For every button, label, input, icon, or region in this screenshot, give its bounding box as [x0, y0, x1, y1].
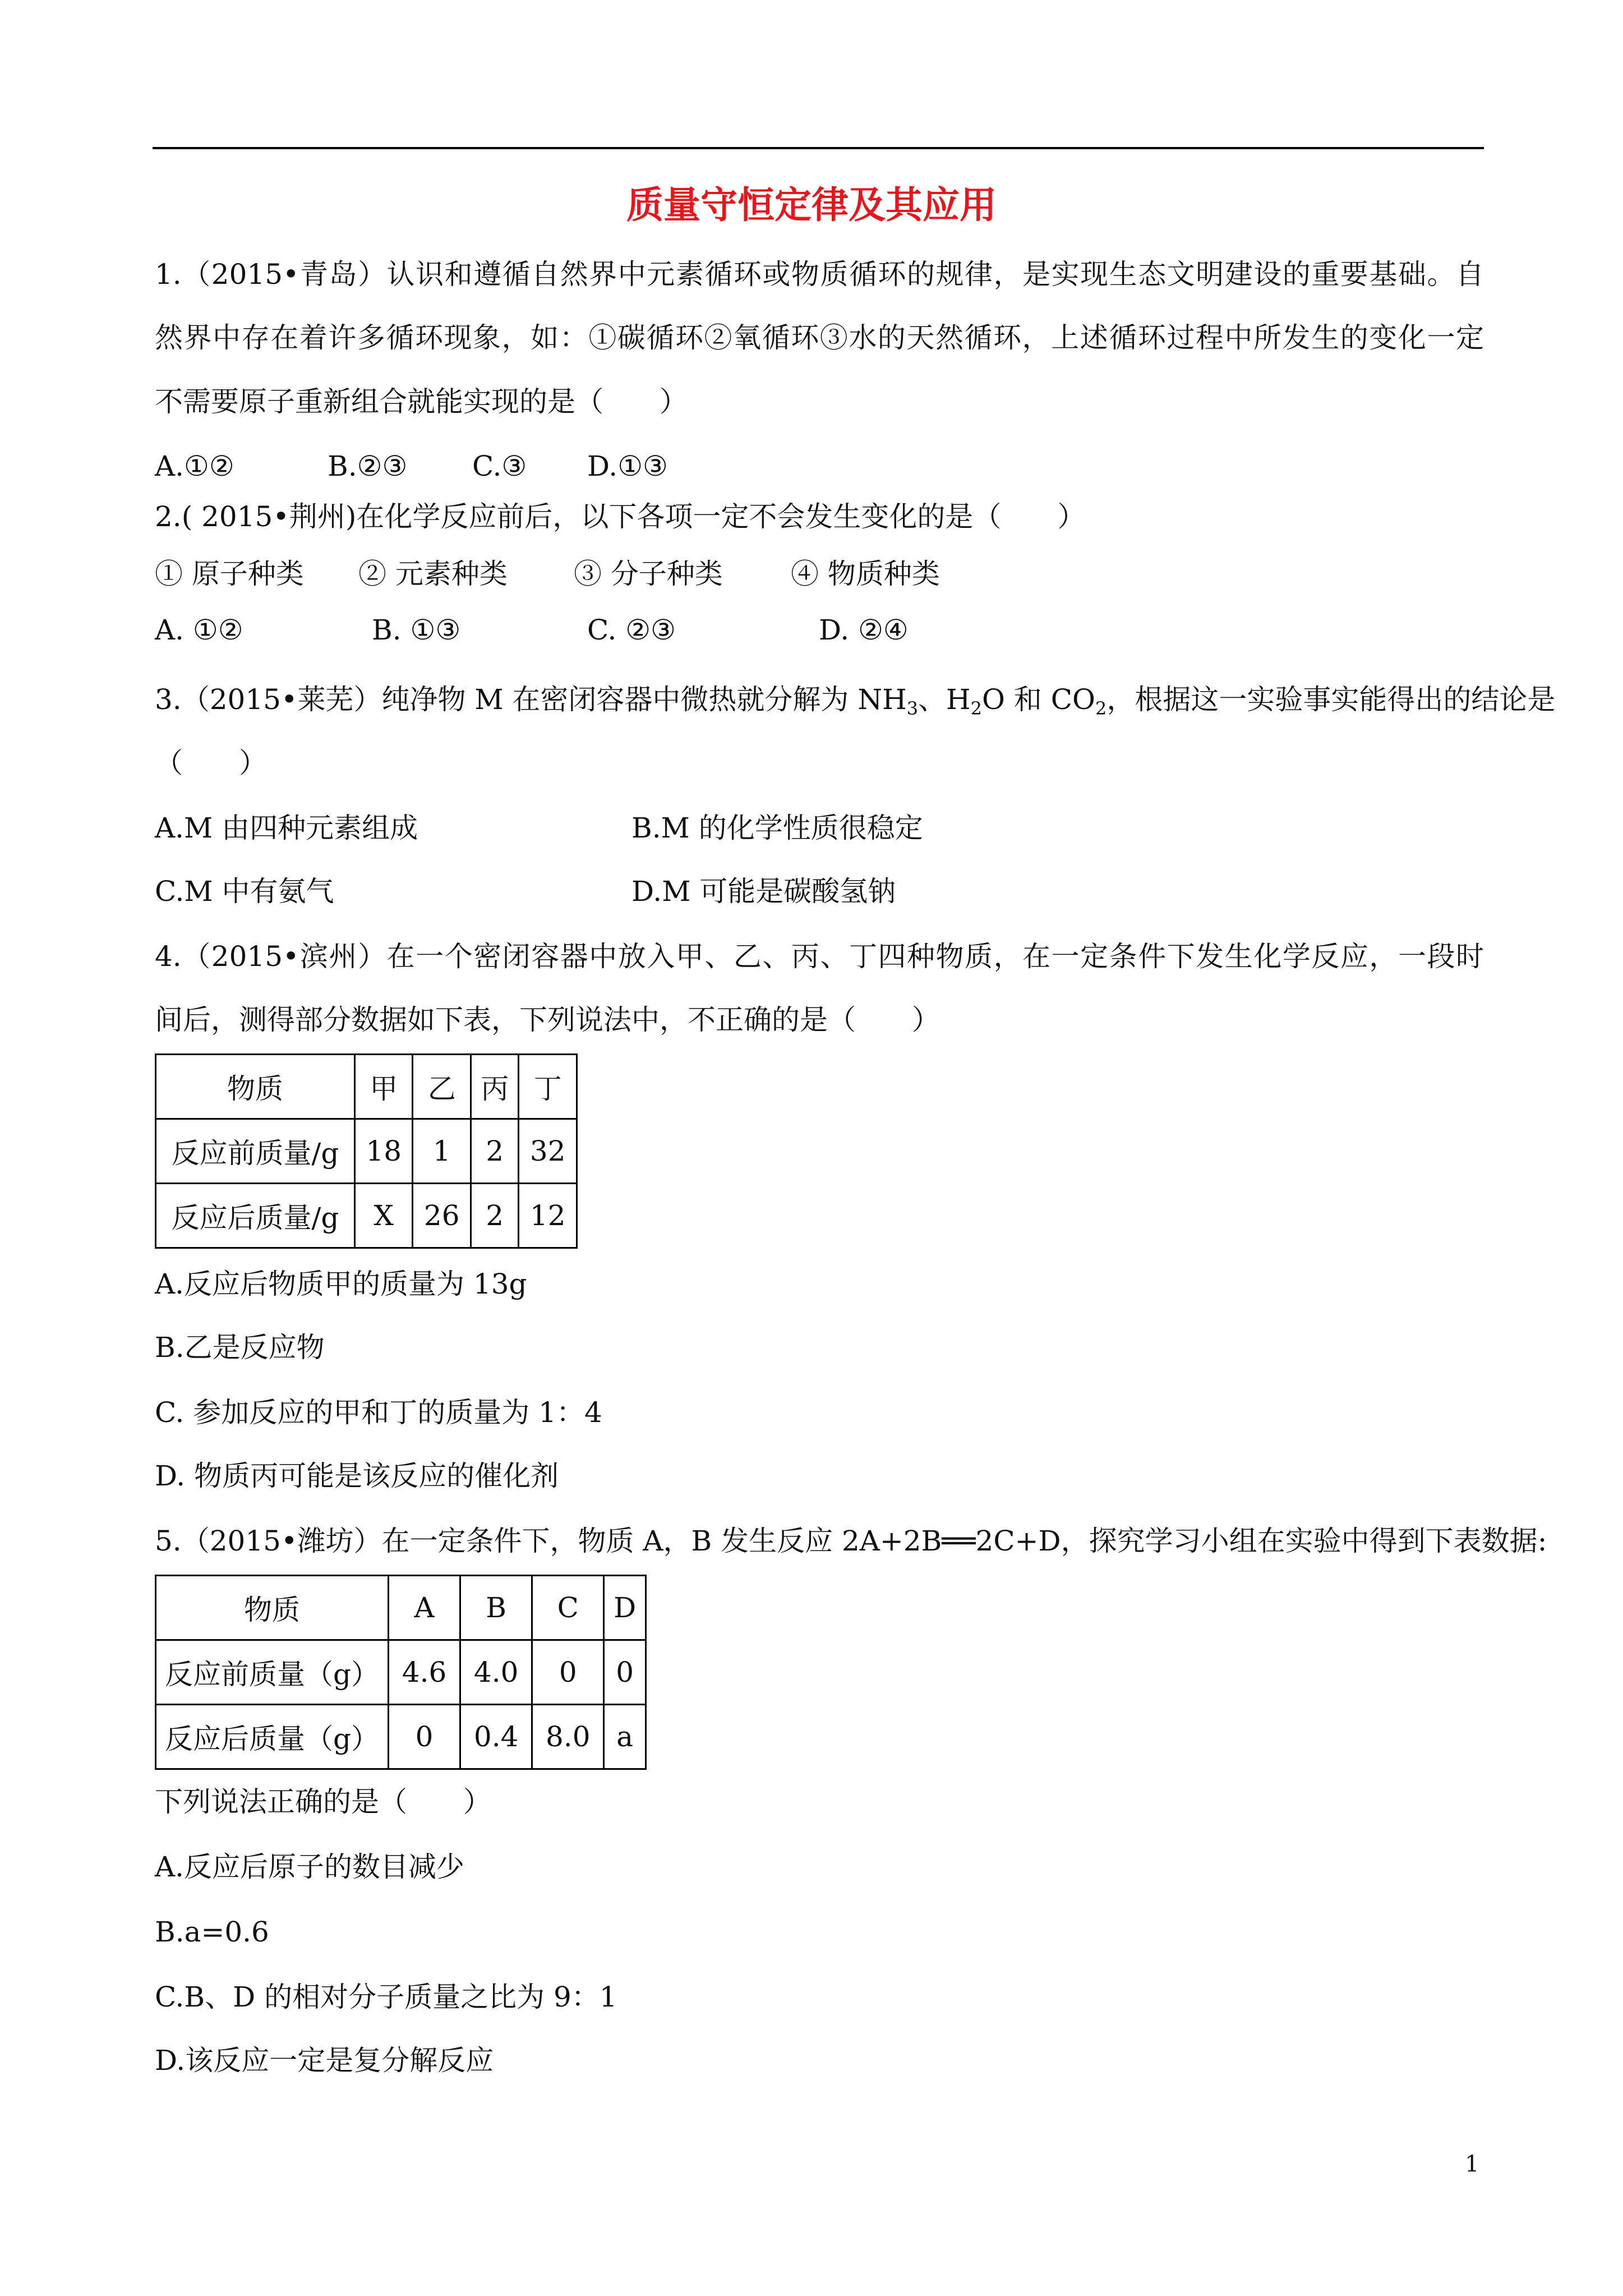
- table-row: [156, 1119, 577, 1184]
- q3-option-c: C.M 中有氨气: [155, 875, 334, 908]
- table-cell: 26: [413, 1184, 471, 1248]
- table-cell: 4.0: [460, 1640, 532, 1705]
- q3-blank: （ ）: [155, 747, 267, 779]
- q4-option-c: C. 参加反应的甲和丁的质量为 1：4: [155, 1396, 602, 1429]
- q2-option-a: A. ①②: [155, 614, 243, 646]
- q3-option-b: B.M 的化学性质很稳定: [631, 812, 923, 844]
- q5-option-a: A.反应后原子的数目减少: [155, 1851, 465, 1883]
- table-cell: D: [604, 1576, 646, 1640]
- q5-option-c: C.B、D 的相对分子质量之比为 9：1: [155, 1981, 617, 2013]
- q4-data-table: [155, 1053, 578, 1249]
- table-cell: 丙: [471, 1055, 519, 1119]
- q4-option-b: B.乙是反应物: [155, 1331, 325, 1364]
- q2-option-c: C. ②③: [587, 614, 676, 646]
- q1-option-a: A.①②: [155, 450, 234, 482]
- table-row: [156, 1184, 577, 1248]
- table-cell: 物质: [156, 1055, 355, 1119]
- page-title: 质量守恒定律及其应用: [626, 183, 997, 227]
- q5-question: 下列说法正确的是（ ）: [155, 1786, 491, 1818]
- table-cell: 12: [519, 1184, 577, 1248]
- q3-stem-part: ，根据这一实验事实能得出的结论是: [1106, 683, 1556, 716]
- subscript: 3: [906, 698, 919, 719]
- table-cell: 反应前质量/g: [156, 1119, 355, 1184]
- q1-option-c: C.③: [472, 450, 527, 482]
- q3-stem-part: O 和 CO: [982, 683, 1096, 716]
- table-cell: 2: [471, 1184, 519, 1248]
- q2-item-2: ② 元素种类: [358, 558, 508, 590]
- subscript: 2: [1095, 698, 1107, 719]
- table-cell: 8.0: [532, 1705, 604, 1769]
- table-cell: 2: [471, 1119, 519, 1184]
- table-cell: 甲: [355, 1055, 413, 1119]
- q5-option-d: D.该反应一定是复分解反应: [155, 2044, 494, 2077]
- q5-option-b: B.a=0.6: [155, 1916, 269, 1948]
- q2-item-4: ④ 物质种类: [791, 558, 940, 590]
- table-cell: 32: [519, 1119, 577, 1184]
- table-cell: X: [355, 1184, 413, 1248]
- table-row: [156, 1640, 646, 1705]
- q2-item-1: ① 原子种类: [155, 558, 304, 590]
- q2-item-3: ③ 分子种类: [574, 558, 723, 590]
- header-rule: [153, 147, 1484, 149]
- q4-stem-line-1: 4.（2015•滨州）在一个密闭容器中放入甲、乙、丙、丁四种物质，在一定条件下发生化学反应，一段时: [155, 940, 1484, 973]
- q5-stem: 5.（2015•潍坊）在一定条件下，物质 A，B 发生反应 2A+2B══2C+D，探究学习小组在实验中得到下表数据:: [155, 1525, 1547, 1557]
- table-cell: 0: [604, 1640, 646, 1705]
- page-number: 1: [1465, 2151, 1479, 2177]
- table-cell: 0.4: [460, 1705, 532, 1769]
- table-row: [156, 1705, 646, 1769]
- table-cell: 反应前质量（g）: [156, 1640, 389, 1705]
- q1-stem-line-1: 1.（2015•青岛）认识和遵循自然界中元素循环或物质循环的规律，是实现生态文明建设的重要基础。自: [155, 258, 1484, 291]
- table-cell: A: [389, 1576, 460, 1640]
- q3-stem-part: 3.（2015•莱芜）纯净物 M 在密闭容器中微热就分解为 NH: [155, 683, 907, 716]
- table-cell: B: [460, 1576, 532, 1640]
- q4-option-d: D. 物质丙可能是该反应的催化剂: [155, 1460, 559, 1492]
- table-cell: 0: [532, 1640, 604, 1705]
- q1-stem-line-2: 然界中存在着许多循环现象，如：①碳循环②氧循环③水的天然循环，上述循环过程中所发生的变化一定: [155, 321, 1484, 354]
- table-cell: 反应后质量（g）: [156, 1705, 389, 1769]
- q1-stem-line-3: 不需要原子重新组合就能实现的是（ ）: [155, 385, 688, 418]
- table-cell: 乙: [413, 1055, 471, 1119]
- table-cell: 4.6: [389, 1640, 460, 1705]
- table-cell: 1: [413, 1119, 471, 1184]
- subscript: 2: [970, 698, 983, 719]
- table-cell: 反应后质量/g: [156, 1184, 355, 1248]
- q1-option-b: B.②③: [328, 450, 408, 482]
- table-cell: 物质: [156, 1576, 389, 1640]
- q3-stem: [155, 683, 1556, 719]
- q3-option-a: A.M 由四种元素组成: [155, 812, 418, 844]
- table-cell: C: [532, 1576, 604, 1640]
- q4-stem-line-2: 间后，测得部分数据如下表，下列说法中，不正确的是（ ）: [155, 1004, 940, 1036]
- q4-option-a: A.反应后物质甲的质量为 13g: [155, 1268, 527, 1300]
- table-cell: 丁: [519, 1055, 577, 1119]
- q5-data-table: [155, 1575, 647, 1770]
- table-cell: a: [604, 1705, 646, 1769]
- table-cell: 18: [355, 1119, 413, 1184]
- table-row: [156, 1576, 646, 1640]
- q2-stem: 2.( 2015•荆州)在化学反应前后，以下各项一定不会发生变化的是（ ）: [155, 500, 1086, 533]
- q2-option-d: D. ②④: [819, 614, 909, 646]
- table-row: [156, 1055, 577, 1119]
- q3-stem-part: 、H: [918, 683, 971, 716]
- table-cell: 0: [389, 1705, 460, 1769]
- q2-option-b: B. ①③: [372, 614, 461, 646]
- q1-option-d: D.①③: [587, 450, 668, 482]
- q3-option-d: D.M 可能是碳酸氢钠: [631, 875, 896, 908]
